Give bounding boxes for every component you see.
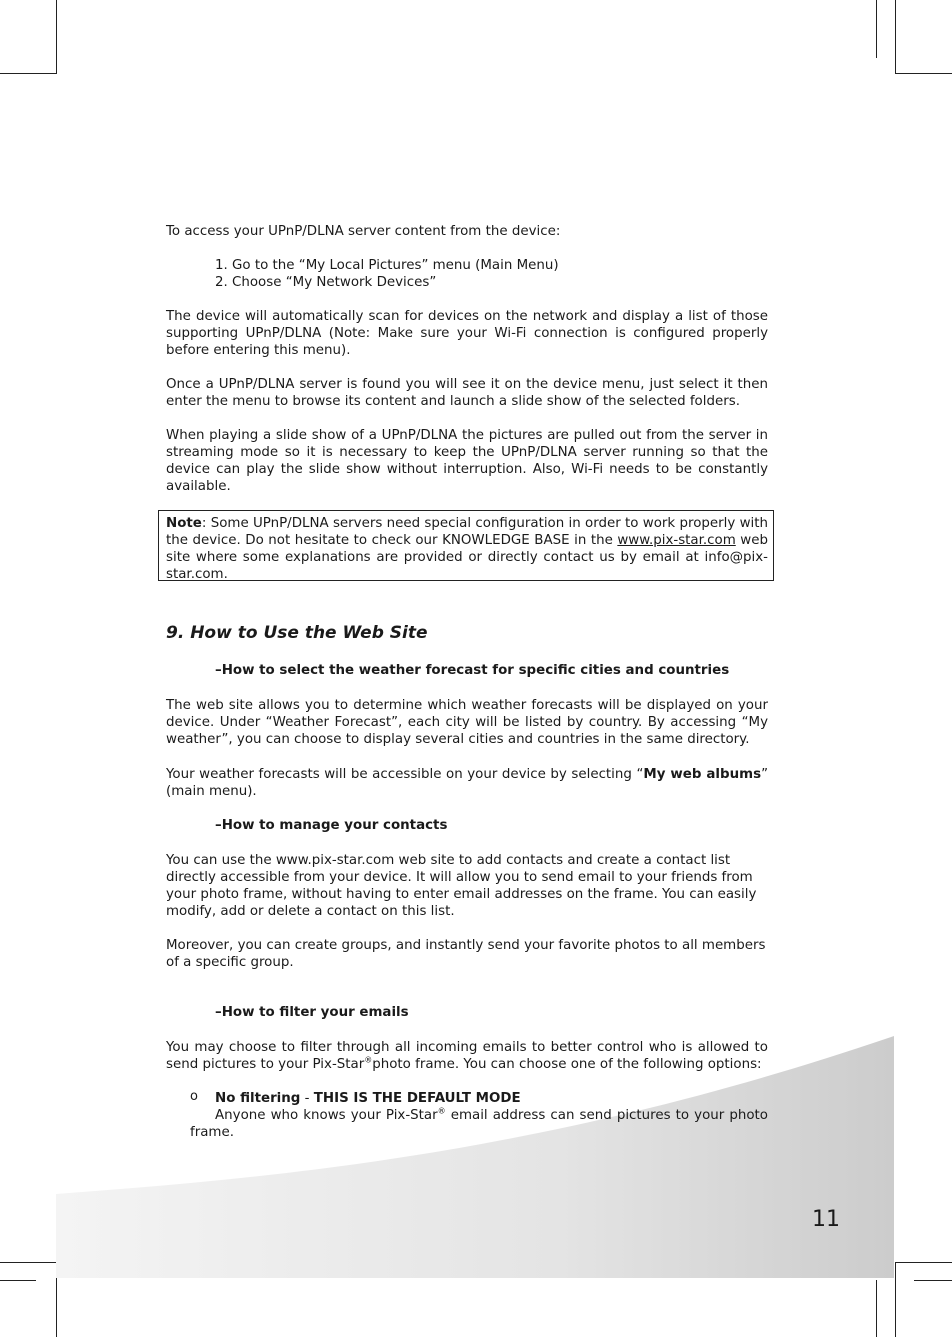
website-link[interactable]: www.pix-star.com xyxy=(617,533,736,548)
option-no-filtering-desc-end: frame. xyxy=(190,1125,234,1140)
list-item: 2. Choose “My Network Devices” xyxy=(215,275,437,290)
option-no-filtering-title: No filtering - THIS IS THE DEFAULT MODE xyxy=(215,1091,521,1106)
list-item: 1. Go to the “My Local Pictures” menu (Main Menu) xyxy=(215,258,559,273)
bullet-icon: o xyxy=(190,1089,198,1104)
option-no-filtering-desc: Anyone who knows your Pix-Star® email address can send pictures to your photo xyxy=(215,1106,768,1123)
subheading-filter: –How to filter your emails xyxy=(215,1005,409,1020)
steps-list xyxy=(215,257,715,291)
paragraph-server-found: Once a UPnP/DLNA server is found you will see it on the device menu, just select it then enter the menu to browse its content and launch a slide show of the selected folders. xyxy=(166,377,768,409)
paragraph-streaming: When playing a slide show of a UPnP/DLNA the pictures are pulled out from the server in streaming mode so it is necessary to keep the UPnP/DLNA server running so that the device can play the slide show without interruption. Also, Wi-Fi needs to be constantly available. xyxy=(166,428,768,494)
paragraph-weather-access: Your weather forecasts will be accessible on your device by selecting “My web albums” (main menu). xyxy=(166,767,768,799)
section-title: 9. How to Use the Web Site xyxy=(166,623,428,643)
paragraph-weather: The web site allows you to determine which weather forecasts will be displayed on your device. Under “Weather Forecast”, each city will be listed by country. By accessing “My weather”, you can choose to display several cities and countries in the same directory. xyxy=(166,698,768,747)
intro-text: To access your UPnP/DLNA server content from the device: xyxy=(166,224,561,239)
subheading-contacts: –How to manage your contacts xyxy=(215,818,448,833)
paragraph-scan: The device will automatically scan for devices on the network and display a list of those supporting UPnP/DLNA (Note: Make sure your Wi-Fi connection is configured properly before entering this menu). xyxy=(166,309,768,358)
note-text: Note: Some UPnP/DLNA servers need special configuration in order to work properly with the device. Do not hesitate to check our KNOWLEDGE BASE in the www.pix-star.com web site where some explanations are provided or directly contact us by email at info@pix- star.com. xyxy=(166,516,768,582)
paragraph-filter: You may choose to filter through all incoming emails to better control who is allowed to send pictures to your Pix-Star®photo frame. You can choose one of the following options: xyxy=(166,1040,768,1072)
subheading-weather: –How to select the weather forecast for specific cities and countries xyxy=(215,663,730,678)
paragraph-groups: Moreover, you can create groups, and instantly send your favorite photos to all members of a specific group. xyxy=(166,938,766,970)
page-number: 11 xyxy=(812,1207,840,1232)
note-label: Note xyxy=(166,516,202,531)
paragraph-contacts: You can use the www.pix-star.com web site to add contacts and create a contact list directly accessible from your device. It will allow you to send email to your friends from your photo frame, without having to enter email addresses on the frame. You can easily modify, add or delete a contact on this list. xyxy=(166,853,757,919)
